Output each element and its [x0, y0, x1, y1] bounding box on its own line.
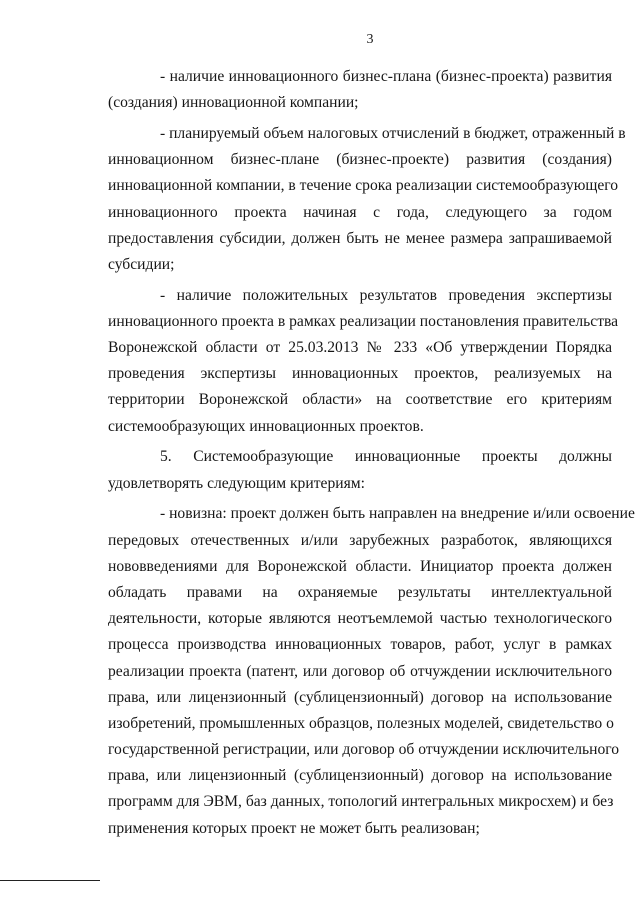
text-line: инновационной компании, в течение срока реализации системообразующего — [108, 177, 619, 195]
text-line: территории Воронежской области» на соответствие его критериям — [108, 391, 612, 409]
paragraph — [108, 121, 626, 278]
text-line: - планируемый объем налоговых отчислений в бюджет, отраженный в — [160, 124, 626, 142]
text-line: системообразующих инновационных проектов. — [108, 417, 424, 435]
footnote-divider — [0, 880, 100, 881]
text-line: субсидии; — [108, 255, 175, 273]
paragraph — [108, 64, 612, 116]
text-line: инновационного проекта в рамках реализации постановления правительства — [108, 312, 619, 330]
page-number: 3 — [366, 32, 374, 47]
text-line: удовлетворять следующим критериям: — [108, 474, 365, 492]
text-line: - наличие положительных результатов проведения экспертизы — [160, 286, 612, 304]
text-line: процесса производства инновационных товаров, работ, услуг в рамках — [108, 636, 612, 654]
text-line: предоставления субсидии, должен быть не менее размера запрашиваемой — [108, 229, 612, 247]
text-line: - новизна: проект должен быть направлен на внедрение и/или освоение — [160, 505, 635, 523]
text-line: нововведениями для Воронежской области. Инициатор проекта должен — [108, 557, 612, 575]
text-line: обладать правами на охраняемые результаты интеллектуальной — [108, 583, 612, 601]
text-line: Воронежской области от 25.03.2013 № 233 «Об утверждении Порядка — [108, 339, 612, 357]
text-line: проведения экспертизы инновационных проектов, реализуемых на — [108, 365, 612, 383]
text-line: инновационного проекта начиная с года, следующего за годом — [108, 203, 612, 221]
document-body — [108, 64, 635, 846]
text-line: программ для ЭВМ, баз данных, топологий интегральных микросхем) и без — [108, 793, 614, 811]
text-line: реализации проекта (патент, или договор об отчуждении исключительного — [108, 662, 612, 680]
paragraph — [108, 501, 635, 841]
text-line: передовых отечественных и/или зарубежных разработок, являющихся — [108, 531, 612, 549]
text-line: изобретений, промышленных образцов, полезных моделей, свидетельство о — [108, 714, 614, 732]
text-line: инновационном бизнес-плане (бизнес-проекте) развития (создания) — [108, 151, 612, 169]
paragraph — [108, 283, 619, 440]
text-line: применения которых проект не может быть реализован; — [108, 819, 480, 837]
text-line: 5. Системообразующие инновационные проекты должны — [160, 448, 612, 466]
text-line: - наличие инновационного бизнес-плана (бизнес-проекта) развития — [160, 68, 612, 85]
text-line: права, или лицензионный (сублицензионный) договор на использование — [108, 688, 612, 706]
text-line: права, или лицензионный (сублицензионный) договор на использование — [108, 767, 612, 785]
text-line: государственной регистрации, или договор об отчуждении исключительного — [108, 741, 620, 759]
text-line: деятельности, которые являются неотъемлемой частью технологического — [108, 610, 612, 628]
text-line: (создания) инновационной компании; — [108, 94, 359, 112]
paragraph — [108, 444, 612, 496]
